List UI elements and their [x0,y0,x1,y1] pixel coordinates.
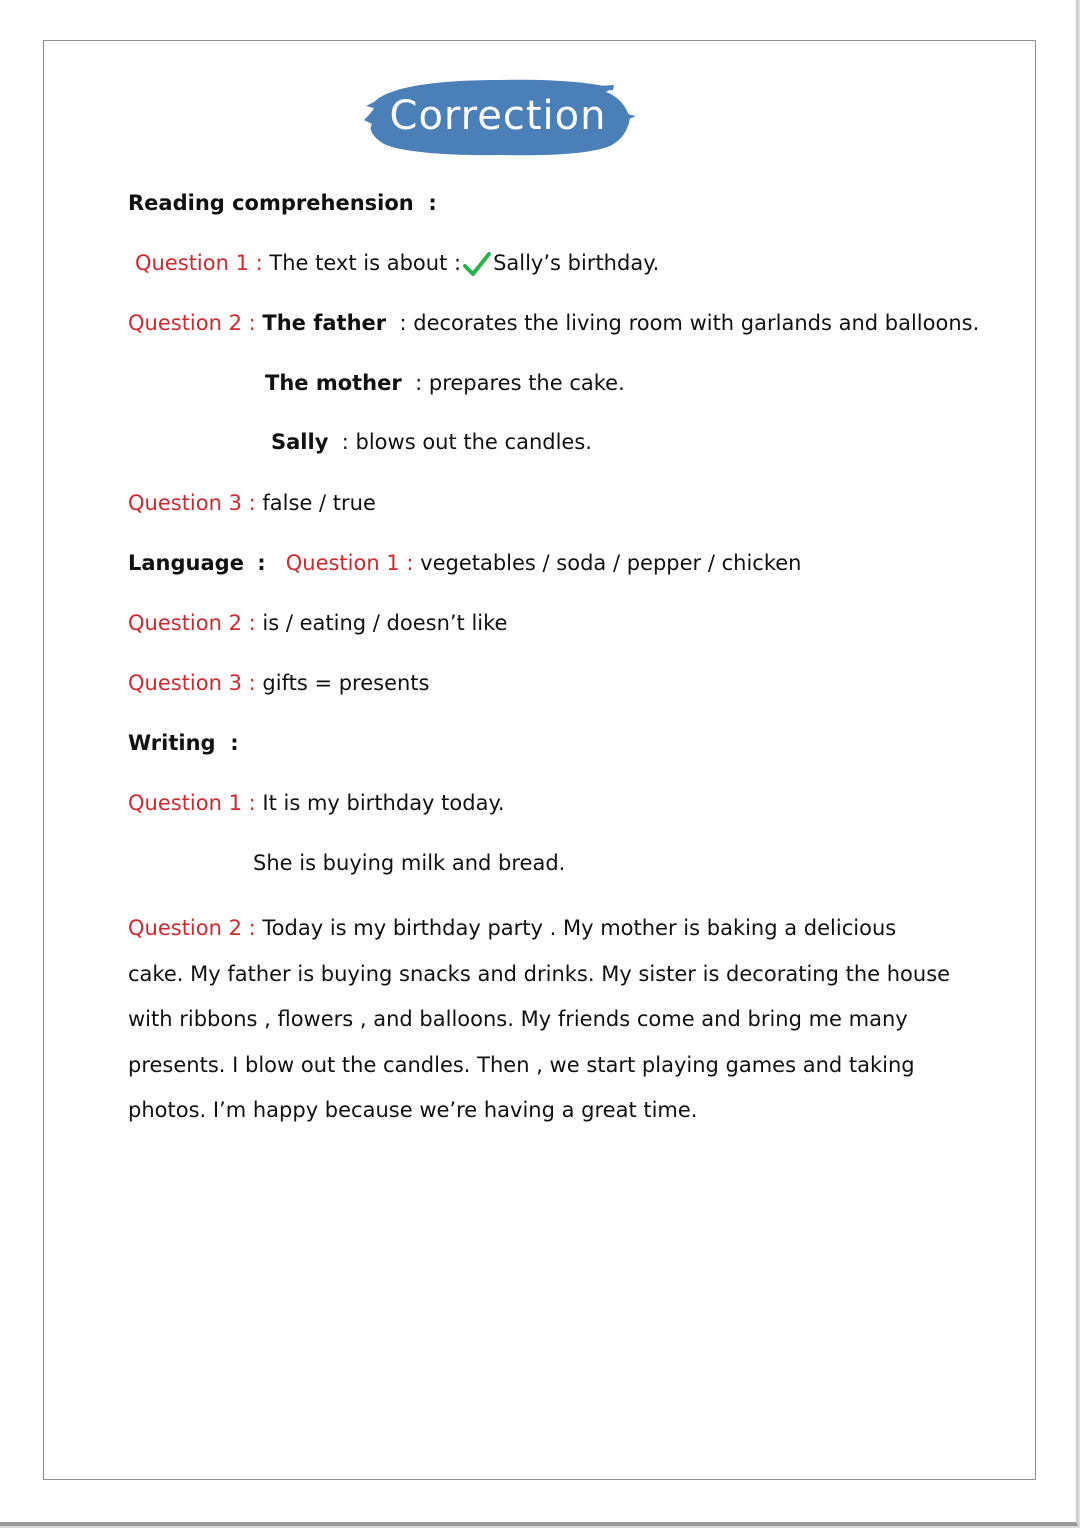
question-text: The text is about : [269,251,462,275]
title-banner [360,72,636,160]
answer-text: It is my birthday today. [262,791,505,815]
reading-question-2-sally: Sally : blows out the candles. [271,430,592,454]
language-question-2 [128,608,507,638]
question-label: Question 2 : [128,916,256,940]
mother-answer: prepares the cake. [428,371,625,395]
writing-question-1-line-2 [253,848,565,878]
writing-question-1 [128,788,505,818]
question-label: Question 2 : [128,311,256,335]
question-label: Question 1 : [285,551,414,575]
checkmark-icon [463,251,491,277]
question-label: Question 3 : [128,491,256,515]
answer-text: false / true [262,491,376,515]
language-question-3 [128,668,429,698]
language-question-1: Language : Question 1 : vegetables / soda / pepper / chicken [128,551,802,575]
essay-text: Today is my birthday party . My mother is baking a delicious cake. My father is buying snacks and drinks. My sister is decorating the house with ribbons , flowers , and balloons. My friends come and bring me many presents. I blow out the candles. Then , we start playing games and taking photos. I’m happy because we’re having a great time. [128,916,951,1122]
answer-text: gifts = presents [262,671,430,695]
section-heading-reading: Reading comprehension : [128,191,437,215]
reading-question-1 [135,248,659,278]
question-label: Question 1 : [135,251,263,275]
question-label: Question 1 : [128,791,256,815]
writing-question-2 [128,906,958,1134]
section-heading-language: Language [128,551,244,575]
mother-label: The mother [265,371,402,395]
father-answer: decorates the living room with garlands and balloons. [413,311,980,335]
question-label: Question 2 : [128,611,256,635]
reading-question-2-mother: The mother : prepares the cake. [265,371,625,395]
answer-text: Sally’s birthday. [493,251,660,275]
section-heading-writing: Writing : [128,731,239,755]
sally-answer: blows out the candles. [355,430,592,454]
answer-text: is / eating / doesn’t like [262,611,508,635]
reading-question-2: Question 2 : The father : decorates the living room with garlands and balloons. [128,311,980,335]
reading-question-3 [128,488,376,518]
page-title: Correction [389,93,607,139]
sally-label: Sally [271,430,329,454]
father-label: The father [262,311,387,335]
question-label: Question 3 : [128,671,256,695]
answer-text: vegetables / soda / pepper / chicken [420,551,802,575]
answer-text: She is buying milk and bread. [253,851,566,875]
